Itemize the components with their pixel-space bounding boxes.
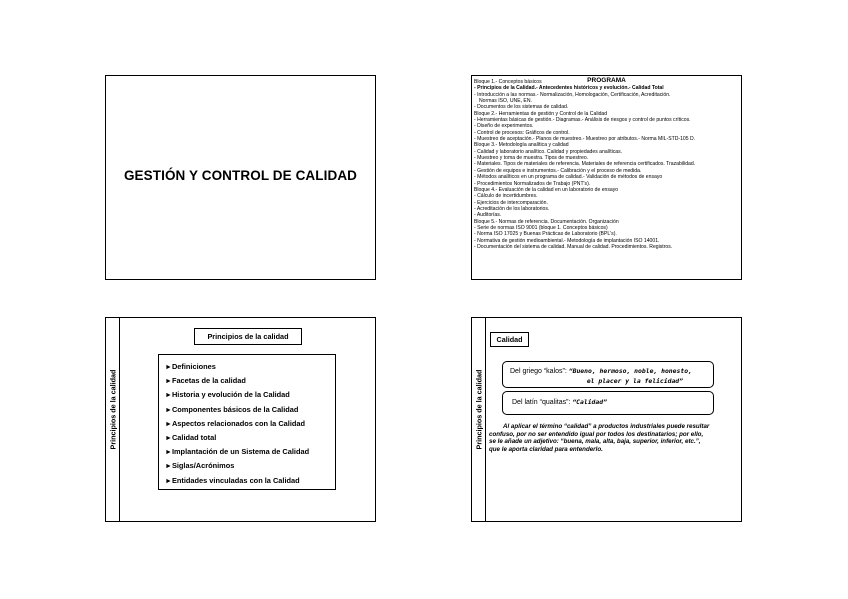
programa-line: - Control de procesos: Gráficos de control.: [474, 129, 570, 136]
principios-item: [159, 360, 335, 374]
bullet-arrow-icon: ►: [165, 449, 172, 457]
bullet-arrow-icon: ►: [165, 392, 172, 400]
programa-line: - Ejercicios de intercomparación.: [474, 199, 548, 206]
bullet-arrow-icon: ►: [165, 477, 172, 485]
principios-item-label: Calidad total: [171, 432, 217, 442]
latin-definition-box: [502, 391, 714, 415]
programa-heading: PROGRAMA: [587, 77, 626, 84]
programa-line: Bloque 2.- Herramientas de gestión y Control de la Calidad: [474, 110, 608, 117]
principios-item-label: Definiciones: [171, 362, 216, 371]
side-label: Principios de la calidad: [474, 369, 484, 450]
greek-def-2: el placer y la felicidad”: [586, 377, 683, 385]
programa-line: Bloque 1.- Conceptos básicos: [474, 79, 542, 85]
slide-programa: [471, 75, 742, 280]
principios-item: [159, 374, 335, 388]
latin-def: “Calidad”: [572, 398, 607, 406]
programa-line: - Principios de la Calidad.- Antecedentes históricos y evolución.- Calidad Total: [474, 85, 664, 92]
bullet-arrow-icon: ►: [165, 378, 172, 386]
principios-item-label: Facetas de la calidad: [171, 376, 246, 386]
programa-line: - Diseño de experimentos.: [474, 123, 534, 130]
slide-principios: [105, 317, 376, 522]
principios-item: [159, 474, 335, 488]
bullet-arrow-icon: ►: [165, 406, 172, 414]
programa-line: - Procedimientos Normalizados de Trabajo (PNT's).: [474, 180, 591, 187]
principios-item: [159, 445, 335, 459]
principios-item: [159, 403, 335, 417]
principios-item-label: Implantación de un Sistema de Calidad: [171, 447, 310, 457]
calidad-title: Calidad: [490, 332, 529, 347]
side-label: Principios de la calidad: [108, 369, 118, 450]
programa-line: - Norma ISO 17025 y Buenas Prácticas de Laboratorio (BPL's).: [474, 231, 617, 238]
programa-line: - Métodos analíticos en un programa de calidad.- Validación de métodos de ensayo: [474, 174, 663, 181]
slide-title: [105, 75, 376, 280]
calidad-paragraph: [489, 423, 734, 453]
programa-line: - Muestreo de aceptación.- Planos de muestreo.- Muestreo por atributos.- Norma MIL-STD-105 D.: [474, 136, 696, 143]
paragraph-line: Al aplicar el término “calidad” a productos industriales puede resultar: [503, 423, 710, 430]
programa-line: - Herramientas básicas de gestión.- Diagramas.- Análisis de riesgos y control de puntos críticos.: [474, 117, 691, 124]
bullet-arrow-icon: ►: [165, 463, 172, 471]
programa-line: - Introducción a las normas.- Normalización, Homologación, Certificación, Acreditación.: [474, 91, 671, 98]
programa-line: Bloque 3.- Metodología analítica y calidad: [474, 142, 569, 149]
programa-line: - Materiales. Tipos de materiales de referencia. Materiales de referencia certificados. Trazabilidad.: [474, 161, 696, 168]
principios-item-label: Siglas/Acrónimos: [171, 461, 235, 471]
side-band: [106, 318, 120, 521]
bullet-arrow-icon: ►: [165, 434, 172, 442]
principios-item: [159, 417, 335, 431]
programa-line: - Cálculo de incertidumbres.: [474, 193, 538, 200]
principios-item-label: Entidades vinculadas con la Calidad: [171, 475, 300, 485]
programa-line: - Normativa de gestión medioambiental.- Metodología de implantación ISO 14001.: [474, 237, 660, 244]
principios-item-label: Aspectos relacionados con la Calidad: [171, 418, 306, 428]
principios-item: [159, 459, 335, 473]
greek-label: Del griego “kalos”:: [510, 368, 567, 375]
principios-item: [159, 388, 335, 402]
programa-line: Bloque 4.- Evaluación de la calidad en un laboratorio de ensayo: [474, 186, 619, 193]
greek-definition-box: [502, 361, 714, 388]
programa-line: - Documentos de los sistemas de calidad.: [474, 104, 569, 111]
programa-line: - Serie de normas ISO 9001 (bloque 1. Conceptos básicos): [474, 224, 608, 231]
paragraph-line: confuso, por no ser entendido igual por todos los destinatarios; por ello,: [489, 430, 704, 438]
principios-item-label: Historia y evolución de la Calidad: [171, 390, 290, 400]
principios-title: Principios de la calidad: [194, 328, 302, 345]
slide-calidad: [471, 317, 742, 522]
bullet-arrow-icon: ►: [165, 364, 172, 371]
principios-list: [158, 354, 336, 490]
greek-def-1: “Bueno, hermoso, noble, honesto,: [568, 367, 692, 375]
greek-line-1: [510, 367, 692, 375]
programa-line: Normas ISO, UNE, EN.: [479, 98, 532, 105]
programa-line: - Documentación del sistema de calidad. Manual de calidad. Procedimientos. Registros.: [474, 243, 673, 250]
programa-list: [474, 79, 739, 250]
latin-label: Del latín “qualitas”:: [512, 399, 571, 406]
programa-line: - Gestión de equipos e instrumentos.- Calibración y el proceso de medida.: [474, 167, 642, 174]
programa-line: - Acreditación de los laboratorios.: [474, 205, 550, 212]
side-band: [472, 318, 486, 521]
bullet-arrow-icon: ►: [165, 420, 172, 428]
programa-line: - Muestreo y toma de muestra. Tipos de muestreo.: [474, 155, 589, 162]
programa-line: - Calidad y laboratorio analítico. Calidad y propiedades analíticas.: [474, 148, 623, 155]
programa-line: Bloque 5.- Normas de referencia. Documentación. Organización: [474, 218, 619, 225]
principios-item-label: Componentes básicos de la Calidad: [171, 404, 299, 414]
principios-item: [159, 431, 335, 445]
latin-line: [512, 398, 607, 406]
paragraph-line: se le añade un adjetivo: “buena, mala, alta, baja, superior, inferior, etc.”,: [489, 438, 701, 446]
paragraph-line: que le aporta claridad para entenderlo.: [489, 445, 603, 453]
presentation-title: GESTIÓN Y CONTROL DE CALIDAD: [123, 168, 358, 183]
programa-line: - Auditorías.: [474, 212, 502, 219]
